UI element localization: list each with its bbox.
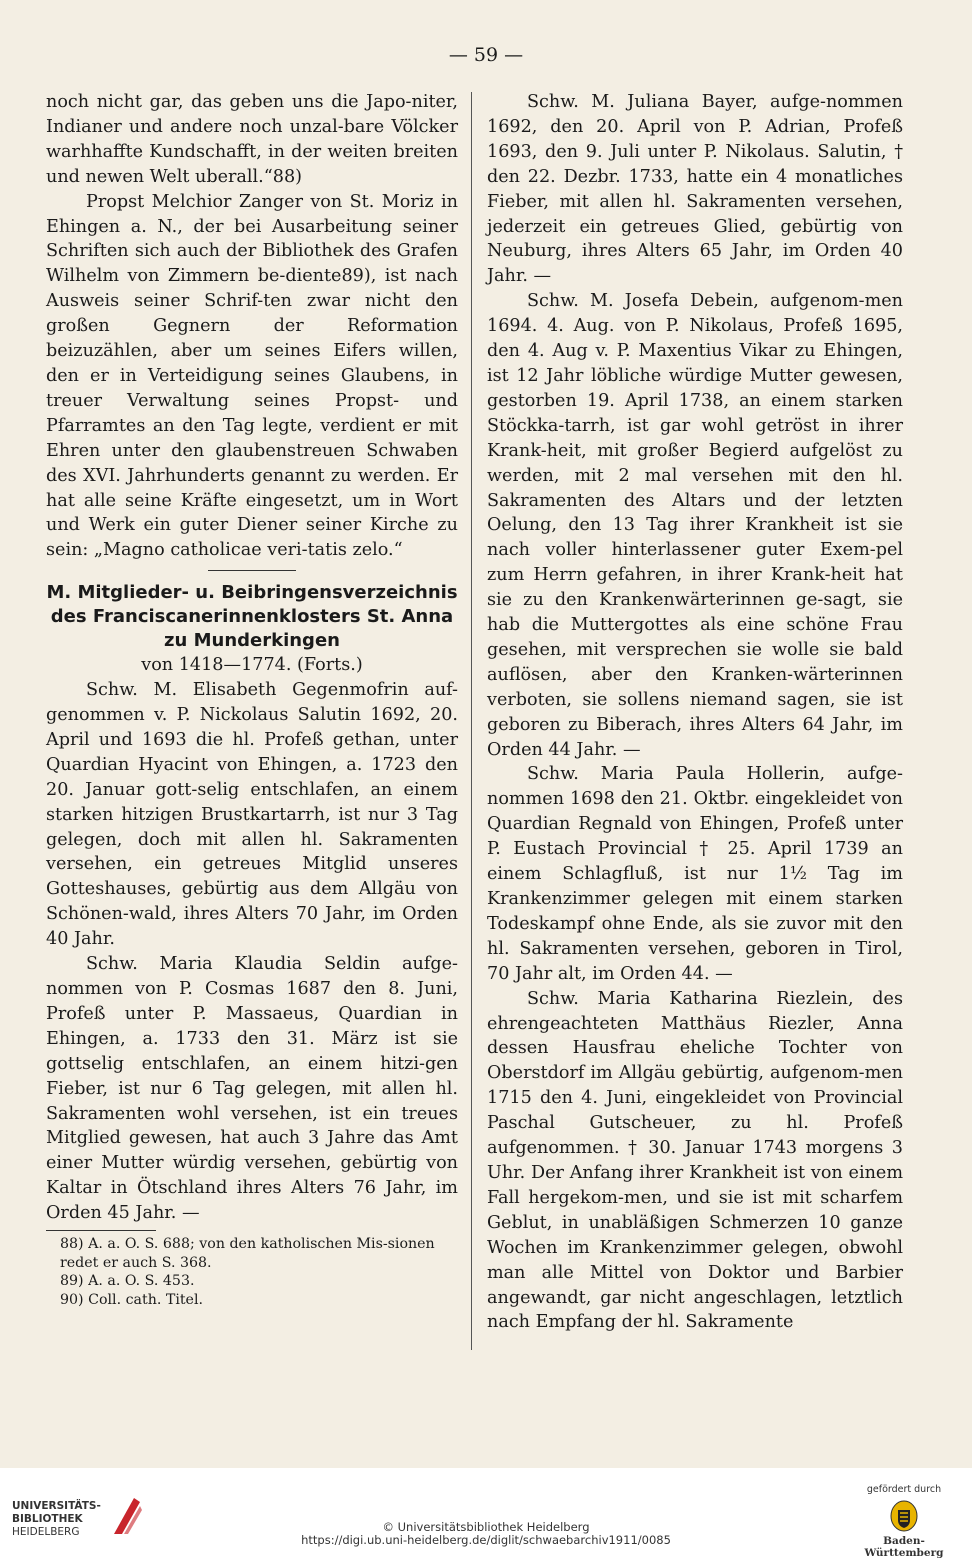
right-column <box>487 90 903 1335</box>
footnotes <box>46 1235 458 1309</box>
paragraph: Schw. Maria Klaudia Seldin aufge-nommen von P. Cosmas 1687 den 8. Juni, Profeß unter P. Massaeus, Quardian in Ehingen, a. 1733 den 31. März ist sie gottselig entschlafen, an einem hitzi-gen Fieber, ist nur 6 Tag gelegen, mit allen hl. Sakramenten wohl versehen, ist ein treues Mitglied gewesen, hat auch 3 Jahre das Amt einer Mutter würdig versehen, gebürtig von Kaltar in Ötschland ihres Alters 76 Jahr, im Orden 45 Jahr. — <box>46 954 458 1224</box>
left-column <box>46 90 458 1309</box>
sponsor-label: gefördert durch <box>866 1484 942 1495</box>
footnote: 89) A. a. O. S. 453. <box>60 1273 195 1290</box>
sponsor-block[interactable] <box>848 1484 960 1559</box>
paragraph: Propst Melchior Zanger von St. Moriz in Ehingen a. N., der bei Ausarbeitung seiner Schriften sich auch der Bibliothek des Grafen Wilhelm von Zimmern be-diente89), ist nach Ausweis seiner Schrif-ten zwar nicht den großen Gegnern der Reformation beizuzählen, aber um seines Eifers willen, den er in Verteidigung seines Glaubens, in treuer Verwaltung seines Propst- und Pfarramtes an den Tag legte, verdient er mit Ehren unter den glaubenstreuen Schwaben des XVI. Jahrhunderts genannt zu werden. Er hat alle seine Kräfte eingesetzt, um in Wort und Werk ein guter Diener seiner Kirche zu sein: „Magno catholicae veri-tatis zelo.“ <box>46 191 458 561</box>
divider <box>208 570 296 571</box>
paragraph: Schw. M. Juliana Bayer, aufge-nommen 1692, den 20. April von P. Adrian, Profeß 1693, den 9. Juli unter P. Nikolaus. Salutin, † den 22. Dezbr. 1733, hatte ein 4 monatliches Fieber, mit allen hl. Sakramenten versehen, jederzeit ein getreues Glied, gebürtig von Neuburg, ihres Alters 65 Jahr, im Orden 40 Jahr. — <box>487 92 903 287</box>
paragraph: Schw. M. Josefa Debein, aufgenom-men 1694. 4. Aug. von P. Nikolaus, Profeß 1695, den 4. Aug v. P. Maxentius Vikar zu Ehingen, ist 12 Jahr löbliche würdige Mutter gewesen, gestorben 19. April 1738, an einem starken Stöckka-tarrh, ist gar wohl getröst in ihrer Krank-heit, mit großer Begierd aufgelöst zu werden, mit 2 mal versehen mit den hl. Sakramenten des Altars und der letzten Oelung, den 13 Tag ihrer Krankheit ist sie nach voller hinterlassener guter Exem-pel zum Herrn gefahren, in ihrer Krank-heit hat sie zu den Krankenwärterinnen ge-sagt, sie hab die Muttergottes als eine schöne Frau gesehen, mit versprechen sie wolle sie bald auflösen, aber den Kranken-wärterinnen verboten, sie sollens niemand sagen, sie ist geboren zu Biberach, ihres Alters 64 Jahr, im Orden 44 Jahr. — <box>487 291 903 760</box>
paragraph: noch nicht gar, das geben uns die Japo-niter, Indianer und andere noch unzal-bare Völcker warhhaffte Kundschafft, in der weiten breiten und newen Welt uberall.“88) <box>46 92 458 187</box>
sponsor-name: Baden-Württemberg <box>864 1535 944 1559</box>
section-heading: M. Mitglieder- u. Beibringensverzeichnis des Franciscanerinnenklosters St. Anna zu Munderkingen <box>46 582 458 652</box>
footnote-divider <box>46 1230 156 1231</box>
footnote: 88) A. a. O. S. 688; von den katholischen Mis-sionen redet er auch S. 368. <box>60 1236 435 1271</box>
viewer-footer <box>0 1468 972 1559</box>
state-crest-icon <box>889 1499 919 1533</box>
copyright-notice: © Universitätsbibliothek Heidelberg <box>382 1520 590 1534</box>
footnote: 90) Coll. cath. Titel. <box>60 1291 203 1308</box>
permalink[interactable]: https://digi.ub.uni-heidelberg.de/diglit/schwaebarchiv1911/0085 <box>301 1533 671 1547</box>
column-divider <box>471 92 472 1350</box>
paragraph: Schw. Maria Katharina Riezlein, des ehrengeachteten Matthäus Riezler, Anna dessen Hausfrau eheliche Tochter von Oberstdorf im Allgäu gebürtig, aufgenom-men 1715 den 4. Juni, eingekleidet von Provincial Paschal Gutscheuer, zu hl. Profeß aufgenommen. † 30. Januar 1743 morgens 3 Uhr. Der Anfang ihrer Krankheit ist von einem Fall hergekom-men, und sie ist mit scharfem Geblut, in unabläßigen Schmerzen 10 ganze Wochen im Krankenzimmer gelegen, obwohl man alle Mittel von Doktor und Barbier angewandt, gar nicht angeschlagen, letztlich nach Empfang der hl. Sakramente <box>487 988 903 1333</box>
section-subheading: von 1418—1774. (Forts.) <box>141 655 363 676</box>
page-number: — 59 — <box>448 44 524 66</box>
library-name: UNIVERSITÄTS- BIBLIOTHEK HEIDELBERG <box>12 1500 101 1538</box>
paragraph: Schw. M. Elisabeth Gegenmofrin auf-genommen v. P. Nickolaus Salutin 1692, 20. April und 1693 die hl. Profeß gethan, unter Quardian Hyacint von Ehingen, a. 1723 den 20. Januar gott-selig entschlafen, an einem starken hitzigen Brustkartarrh, ist nur 3 Tag gelegen, doch mit allen hl. Sakramenten versehen, ein getreues Mitglid unseres Gotteshauses, gebürtig aus dem Allgäu von Schönen-wald, ihres Alters 70 Jahr, im Orden 40 Jahr. <box>46 680 458 950</box>
paragraph: Schw. Maria Paula Hollerin, aufge-nommen 1698 den 21. Oktbr. eingekleidet von Quardian Regnald von Ehingen, Profeß unter P. Eustach Provincial † 25. April 1739 an einem Schlagfluß, ist nur 1½ Tag im Krankenzimmer gelegen mit einem starken Todeskampf ohne Ende, als sie zuvor mit den hl. Sakramenten versehen, geboren in Tirol, 70 Jahr alt, im Orden 44. — <box>487 764 903 984</box>
